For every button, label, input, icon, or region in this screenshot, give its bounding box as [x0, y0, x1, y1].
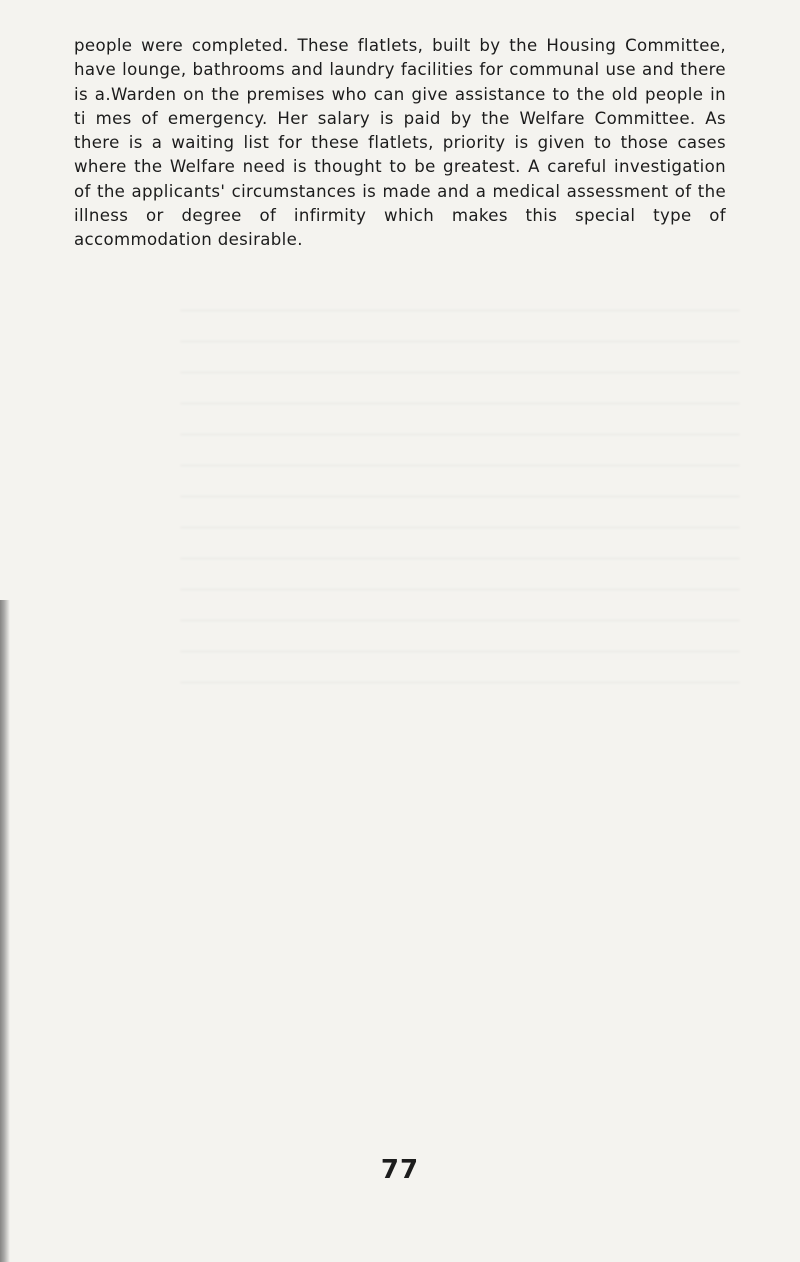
body-paragraph: people were completed. These flatlets, built by the Housing Committee, have lounge, bathrooms and laundry facilities for communal use and there is a.Warden on the premises who can give assistance to the old people in ti mes of emergency. Her salary is paid by the Welfare Committee. As there is a waiting list for these flatlets, priority is given to those cases where the Welfare need is thought to be greatest. A careful investigation of the applicants' circumstances is made and a medical assessment of the illness or degree of infirmity which makes this special type of accommodation desirable.: [74, 36, 726, 250]
show-through-bleed: [180, 280, 740, 700]
page-number: 77: [380, 1155, 420, 1185]
